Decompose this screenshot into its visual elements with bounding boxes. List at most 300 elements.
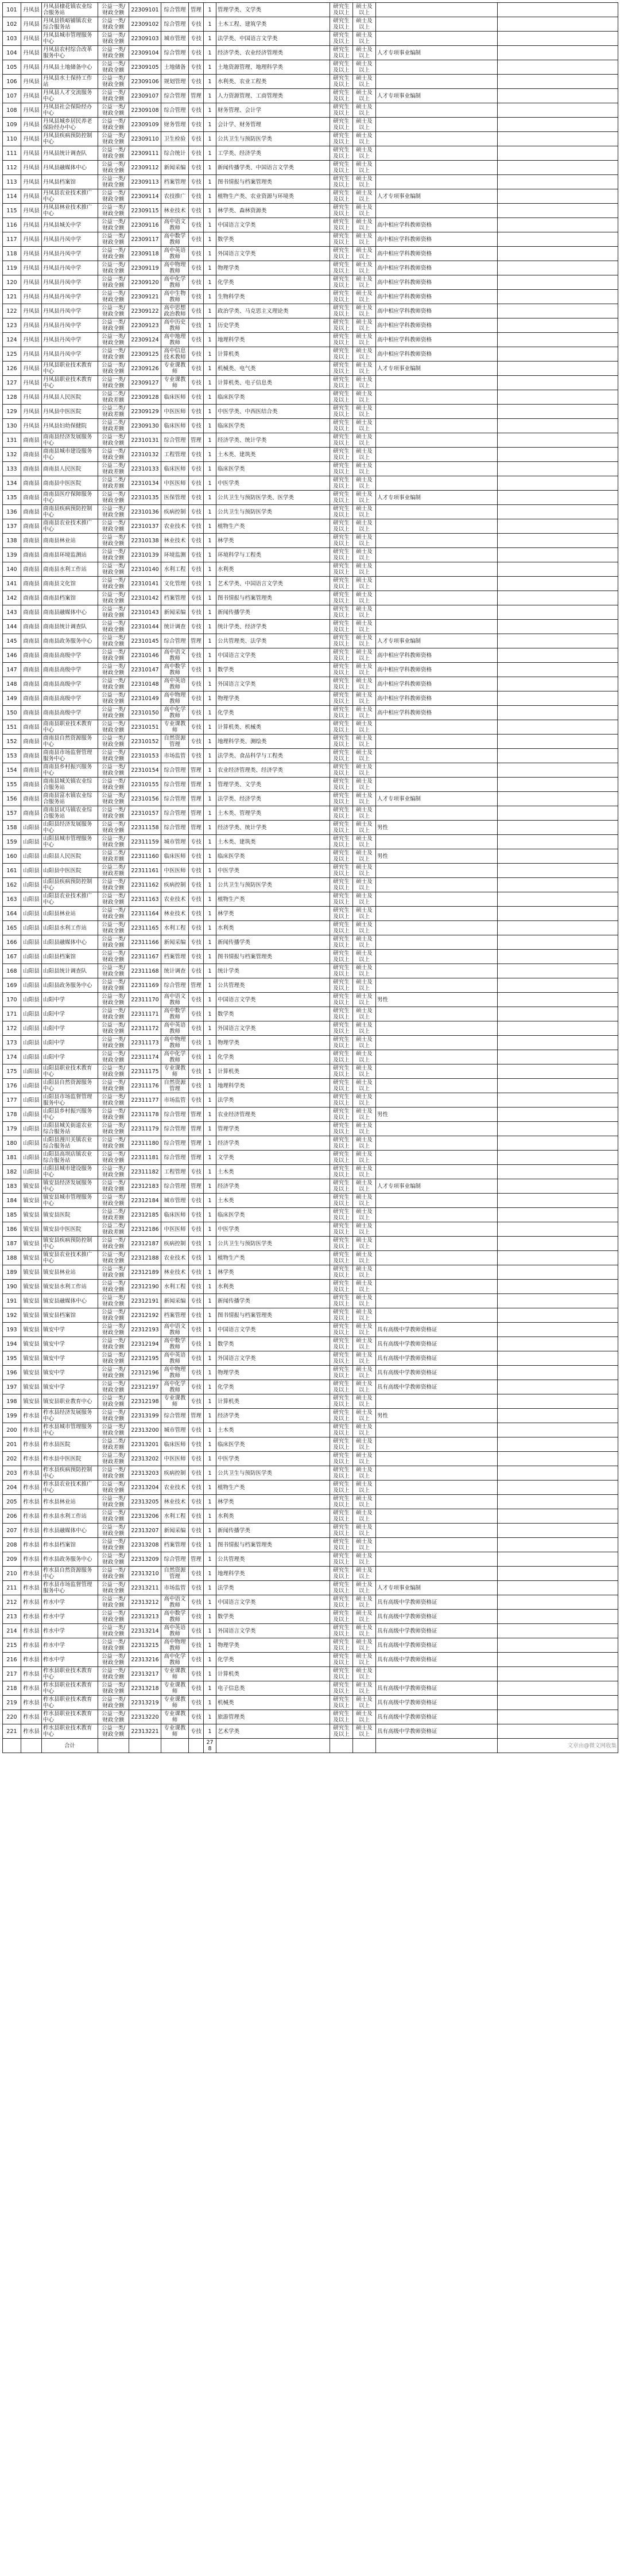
cell-major: 经济学类、农业经济管理类 [216,46,330,60]
cell-position-name: 高中数学教师 [161,1337,189,1351]
cell-funding-type: 公益一类/财政全额 [98,1538,129,1552]
cell-position-code: 22310147 [129,663,161,677]
cell-remarks [498,1122,618,1136]
cell-county: 柞水县 [21,1466,42,1481]
cell-seq: 166 [3,935,21,950]
cell-major: 数学类 [216,1610,330,1624]
cell-funding-type: 公益一类/财政全额 [98,806,129,821]
cell-education: 研究生及以上 [330,17,353,32]
cell-position-code: 22310154 [129,763,161,778]
cell-funding-type: 公益一类/财政全额 [98,1667,129,1681]
table-row [3,835,618,849]
table-row [3,1481,618,1495]
cell-headcount: 1 [204,1724,216,1739]
cell-position-category: 专技 [189,1653,204,1667]
cell-headcount: 1 [204,1366,216,1380]
cell-remarks [498,921,618,935]
cell-other-requirements [376,935,498,950]
table-row [3,505,618,519]
total-empty-6 [189,1739,204,1753]
table-row [3,175,618,189]
cell-education: 研究生及以上 [330,318,353,333]
cell-county: 柞水县 [21,1595,42,1610]
cell-county: 镇安县 [21,1308,42,1323]
cell-other-requirements: 人才专项事业编制 [376,1179,498,1194]
cell-funding-type: 公益一类/财政全额 [98,1481,129,1495]
cell-major: 外国语言文学类 [216,677,330,691]
table-row [3,921,618,935]
cell-education: 研究生及以上 [330,1409,353,1423]
cell-organization: 山阳中学 [42,1021,98,1036]
cell-education: 研究生及以上 [330,505,353,519]
cell-degree: 硕士及以上 [353,519,376,534]
cell-seq: 155 [3,778,21,792]
cell-major: 法学类、经济学类 [216,792,330,806]
cell-county: 丹凤县 [21,146,42,161]
cell-seq: 210 [3,1567,21,1581]
cell-headcount: 1 [204,677,216,691]
cell-education: 研究生及以上 [330,1380,353,1394]
cell-remarks [498,75,618,89]
cell-position-category: 专技 [189,405,204,419]
cell-position-code: 22313199 [129,1409,161,1423]
cell-education: 研究生及以上 [330,1710,353,1724]
cell-education: 研究生及以上 [330,935,353,950]
cell-position-code: 22313202 [129,1452,161,1466]
cell-position-name: 工程管理 [161,448,189,462]
table-row [3,376,618,390]
cell-major: 物理学类 [216,1638,330,1653]
cell-seq: 204 [3,1481,21,1495]
cell-degree: 硕士及以上 [353,433,376,448]
cell-county: 丹凤县 [21,362,42,376]
cell-organization: 镇安县农业技术推广中心 [42,1251,98,1265]
cell-organization: 丹凤县水土保持工作站 [42,75,98,89]
cell-position-category: 专技 [189,333,204,347]
cell-seq: 114 [3,189,21,204]
cell-remarks [498,892,618,907]
cell-position-code: 22310149 [129,691,161,706]
cell-seq: 193 [3,1323,21,1337]
cell-county: 柞水县 [21,1481,42,1495]
cell-position-code: 22312198 [129,1394,161,1409]
cell-funding-type: 公益二类/财政差额 [98,849,129,864]
cell-major: 化学类 [216,1380,330,1394]
cell-headcount: 1 [204,591,216,605]
cell-seq: 123 [3,318,21,333]
cell-county: 柞水县 [21,1638,42,1653]
cell-degree: 硕士及以上 [353,1667,376,1681]
cell-seq: 194 [3,1337,21,1351]
cell-major: 公共卫生与预防医学类 [216,1237,330,1251]
cell-remarks [498,605,618,620]
cell-major: 生物科学类 [216,290,330,304]
cell-other-requirements [376,1294,498,1308]
cell-education: 研究生及以上 [330,247,353,261]
cell-headcount: 1 [204,1681,216,1696]
total-empty-1 [3,1739,21,1753]
cell-education: 研究生及以上 [330,864,353,878]
cell-organization: 山阳中学 [42,993,98,1007]
cell-funding-type: 公益一类/财政全额 [98,763,129,778]
cell-remarks [498,1194,618,1208]
cell-funding-type: 公益一类/财政全额 [98,3,129,17]
cell-other-requirements [376,978,498,993]
cell-position-code: 22311181 [129,1151,161,1165]
cell-county: 镇安县 [21,1179,42,1194]
cell-organization: 丹凤县城乡居民养老保险经办中心 [42,118,98,132]
cell-organization: 丹凤县中医医院 [42,405,98,419]
cell-position-category: 专技 [189,620,204,634]
cell-other-requirements [376,17,498,32]
cell-funding-type: 公益一类/财政全额 [98,1610,129,1624]
cell-remarks [498,476,618,491]
cell-organization: 柞水县农业技术推广中心 [42,1481,98,1495]
cell-organization: 商南县环境监测站 [42,548,98,562]
cell-major: 机械类、电气类 [216,362,330,376]
cell-major: 图书情报与档案管理类 [216,950,330,964]
cell-position-name: 中医医师 [161,405,189,419]
cell-other-requirements [376,1251,498,1265]
cell-other-requirements [376,1308,498,1323]
cell-education: 研究生及以上 [330,1567,353,1581]
cell-remarks [498,505,618,519]
cell-remarks [498,1624,618,1638]
cell-other-requirements [376,1466,498,1481]
cell-county: 柞水县 [21,1724,42,1739]
cell-education: 研究生及以上 [330,1624,353,1638]
cell-organization: 丹凤县丹凤中学 [42,232,98,247]
cell-major: 公共卫生与预防医学类、医学类 [216,491,330,505]
cell-county: 山阳县 [21,907,42,921]
cell-education: 研究生及以上 [330,1265,353,1280]
cell-position-category: 专技 [189,218,204,232]
cell-major: 临床医学类 [216,390,330,405]
cell-funding-type: 公益一类/财政全额 [98,892,129,907]
cell-county: 山阳县 [21,935,42,950]
cell-funding-type: 公益一类/财政全额 [98,175,129,189]
cell-remarks [498,1667,618,1681]
table-row [3,562,618,577]
cell-funding-type: 公益二类/财政差额 [98,1437,129,1452]
cell-position-code: 22313216 [129,1653,161,1667]
cell-other-requirements [376,735,498,749]
cell-position-category: 专技 [189,864,204,878]
cell-degree: 硕士及以上 [353,1696,376,1710]
cell-organization: 山阳中学 [42,1036,98,1050]
cell-organization: 商南县农业技术推广中心 [42,519,98,534]
cell-seq: 169 [3,978,21,993]
cell-funding-type: 公益一类/财政全额 [98,505,129,519]
table-row [3,462,618,476]
cell-major: 中国语言文学类 [216,648,330,663]
cell-funding-type: 公益一类/财政全额 [98,1495,129,1509]
cell-seq: 120 [3,275,21,290]
cell-remarks [498,648,618,663]
cell-county: 商南县 [21,605,42,620]
cell-headcount: 1 [204,1351,216,1366]
cell-headcount: 1 [204,663,216,677]
cell-organization: 柞水县职业技术教育中心 [42,1667,98,1681]
cell-county: 柞水县 [21,1567,42,1581]
cell-position-name: 专业课教师 [161,1724,189,1739]
cell-major: 土木工程、建筑学类 [216,17,330,32]
cell-major: 法学类 [216,1581,330,1595]
cell-position-code: 22310144 [129,620,161,634]
cell-education: 研究生及以上 [330,1696,353,1710]
cell-organization: 柞水中学 [42,1610,98,1624]
cell-remarks [498,620,618,634]
cell-county: 商南县 [21,735,42,749]
cell-other-requirements [376,505,498,519]
cell-funding-type: 公益一类/财政全额 [98,1007,129,1021]
cell-funding-type: 公益一类/财政全额 [98,189,129,204]
cell-headcount: 1 [204,620,216,634]
table-row [3,677,618,691]
cell-seq: 216 [3,1653,21,1667]
cell-organization: 镇安中学 [42,1337,98,1351]
cell-seq: 217 [3,1667,21,1681]
cell-funding-type: 公益一类/财政全额 [98,978,129,993]
cell-degree: 硕士及以上 [353,1466,376,1481]
cell-remarks [498,362,618,376]
cell-funding-type: 公益一类/财政全额 [98,1581,129,1595]
cell-education: 研究生及以上 [330,161,353,175]
cell-remarks [498,1524,618,1538]
cell-degree: 硕士及以上 [353,189,376,204]
cell-position-name: 档案管理 [161,175,189,189]
cell-seq: 105 [3,60,21,75]
cell-seq: 110 [3,132,21,146]
cell-position-name: 综合管理 [161,89,189,103]
cell-major: 经济学类、统计学类 [216,821,330,835]
cell-education: 研究生及以上 [330,849,353,864]
cell-degree: 硕士及以上 [353,1653,376,1667]
cell-county: 商南县 [21,505,42,519]
cell-county: 山阳县 [21,964,42,978]
cell-headcount: 1 [204,1308,216,1323]
cell-other-requirements [376,3,498,17]
cell-seq: 146 [3,648,21,663]
cell-remarks [498,1021,618,1036]
cell-position-category: 专技 [189,491,204,505]
cell-remarks [498,835,618,849]
cell-headcount: 1 [204,534,216,548]
cell-position-code: 22310142 [129,591,161,605]
cell-major: 经济学类、统计学类 [216,433,330,448]
cell-position-code: 22309105 [129,60,161,75]
cell-organization: 商南县疾病预防控制中心 [42,505,98,519]
cell-seq: 170 [3,993,21,1007]
cell-headcount: 1 [204,362,216,376]
cell-organization: 柞水县职业技术教育中心 [42,1724,98,1739]
cell-other-requirements [376,462,498,476]
cell-education: 研究生及以上 [330,663,353,677]
cell-position-code: 22309110 [129,132,161,146]
cell-major: 林学类 [216,1265,330,1280]
cell-education: 研究生及以上 [330,577,353,591]
cell-organization: 柞水中学 [42,1624,98,1638]
cell-funding-type: 公益二类/财政差额 [98,390,129,405]
cell-other-requirements: 具有高级中学教师资格证 [376,1366,498,1380]
cell-major: 中医学类 [216,1452,330,1466]
cell-other-requirements: 具有高级中学教师资格证 [376,1610,498,1624]
cell-other-requirements: 具有高级中学教师资格证 [376,1624,498,1638]
cell-education: 研究生及以上 [330,1509,353,1524]
cell-other-requirements: 男性 [376,821,498,835]
cell-organization: 山阳中学 [42,1007,98,1021]
cell-headcount: 1 [204,1251,216,1265]
cell-remarks [498,935,618,950]
cell-county: 山阳县 [21,1064,42,1079]
cell-organization: 商南县富水镇农业综合服务站 [42,792,98,806]
cell-degree: 硕士及以上 [353,46,376,60]
cell-remarks [498,1079,618,1093]
cell-major: 物理学类 [216,261,330,275]
cell-major: 中医学类 [216,1222,330,1237]
cell-degree: 硕士及以上 [353,935,376,950]
cell-other-requirements [376,146,498,161]
cell-other-requirements [376,892,498,907]
cell-education: 研究生及以上 [330,591,353,605]
cell-position-category: 专技 [189,1294,204,1308]
cell-position-name: 城市管理 [161,835,189,849]
cell-headcount: 1 [204,749,216,763]
cell-county: 柞水县 [21,1495,42,1509]
cell-other-requirements [376,75,498,89]
cell-position-category: 管理 [189,978,204,993]
cell-headcount: 1 [204,634,216,648]
cell-county: 丹凤县 [21,175,42,189]
table-row [3,993,618,1007]
cell-position-category: 专技 [189,993,204,1007]
cell-remarks [498,1165,618,1179]
cell-degree: 硕士及以上 [353,1724,376,1739]
cell-major: 公共管理类、法学类 [216,634,330,648]
cell-degree: 硕士及以上 [353,1122,376,1136]
cell-organization: 柞水县经济发展服务中心 [42,1409,98,1423]
cell-degree: 硕士及以上 [353,1681,376,1696]
cell-education: 研究生及以上 [330,333,353,347]
cell-position-category: 专技 [189,232,204,247]
cell-remarks [498,1653,618,1667]
cell-education: 研究生及以上 [330,763,353,778]
cell-education: 研究生及以上 [330,189,353,204]
cell-degree: 硕士及以上 [353,1538,376,1552]
cell-remarks [498,1366,618,1380]
cell-position-name: 专业课教师 [161,1681,189,1696]
cell-remarks [498,1409,618,1423]
cell-education: 研究生及以上 [330,390,353,405]
cell-degree: 硕士及以上 [353,1237,376,1251]
cell-organization: 丹凤县丹凤中学 [42,333,98,347]
cell-position-code: 22309124 [129,333,161,347]
cell-education: 研究生及以上 [330,491,353,505]
table-row [3,735,618,749]
cell-position-category: 专技 [189,60,204,75]
cell-position-code: 22312189 [129,1265,161,1280]
cell-remarks [498,1567,618,1581]
cell-funding-type: 公益一类/财政全额 [98,634,129,648]
cell-seq: 208 [3,1538,21,1552]
cell-other-requirements [376,548,498,562]
cell-remarks [498,1495,618,1509]
cell-position-code: 22310133 [129,462,161,476]
cell-position-name: 水利工程 [161,1280,189,1294]
cell-headcount: 1 [204,1423,216,1437]
cell-position-category: 专技 [189,419,204,433]
table-row [3,491,618,505]
cell-organization: 商南县医疗保障服务中心 [42,491,98,505]
cell-major: 数学类 [216,663,330,677]
cell-county: 商南县 [21,448,42,462]
cell-seq: 206 [3,1509,21,1524]
cell-degree: 硕士及以上 [353,60,376,75]
cell-other-requirements: 人才专项事业编制 [376,1581,498,1595]
cell-position-category: 管理 [189,1179,204,1194]
cell-funding-type: 公益二类/财政差额 [98,1222,129,1237]
cell-major: 水利类 [216,562,330,577]
cell-remarks [498,1423,618,1437]
cell-headcount: 1 [204,892,216,907]
table-row [3,304,618,318]
table-row [3,1021,618,1036]
cell-degree: 硕士及以上 [353,677,376,691]
table-row [3,46,618,60]
cell-major: 数学类 [216,1337,330,1351]
cell-seq: 134 [3,476,21,491]
cell-other-requirements: 人才专项事业编制 [376,189,498,204]
cell-county: 柞水县 [21,1681,42,1696]
cell-education: 研究生及以上 [330,964,353,978]
cell-county: 丹凤县 [21,132,42,146]
cell-education: 研究生及以上 [330,419,353,433]
cell-degree: 硕士及以上 [353,218,376,232]
cell-position-name: 高中英语教师 [161,1021,189,1036]
cell-seq: 119 [3,261,21,275]
cell-position-name: 专业课教师 [161,1710,189,1724]
table-row [3,204,618,218]
cell-education: 研究生及以上 [330,749,353,763]
cell-organization: 柞水县林业站 [42,1495,98,1509]
cell-headcount: 1 [204,1079,216,1093]
cell-degree: 硕士及以上 [353,1265,376,1280]
cell-county: 山阳县 [21,1165,42,1179]
cell-education: 研究生及以上 [330,1079,353,1093]
cell-funding-type: 公益一类/财政全额 [98,749,129,763]
cell-remarks [498,333,618,347]
cell-other-requirements [376,1567,498,1581]
cell-major: 水利类、农业工程类 [216,75,330,89]
cell-position-code: 22310153 [129,749,161,763]
cell-education: 研究生及以上 [330,519,353,534]
cell-headcount: 1 [204,46,216,60]
cell-degree: 硕士及以上 [353,1151,376,1165]
cell-remarks [498,577,618,591]
cell-position-code: 22312193 [129,1323,161,1337]
cell-funding-type: 公益一类/财政全额 [98,821,129,835]
cell-headcount: 1 [204,735,216,749]
cell-seq: 140 [3,562,21,577]
cell-remarks [498,218,618,232]
cell-degree: 硕士及以上 [353,1481,376,1495]
cell-organization: 商南县人民医院 [42,462,98,476]
cell-position-category: 专技 [189,448,204,462]
cell-organization: 柞水县中医医院 [42,1452,98,1466]
cell-degree: 硕士及以上 [353,1294,376,1308]
cell-other-requirements [376,1079,498,1093]
cell-major: 法学类 [216,1093,330,1108]
